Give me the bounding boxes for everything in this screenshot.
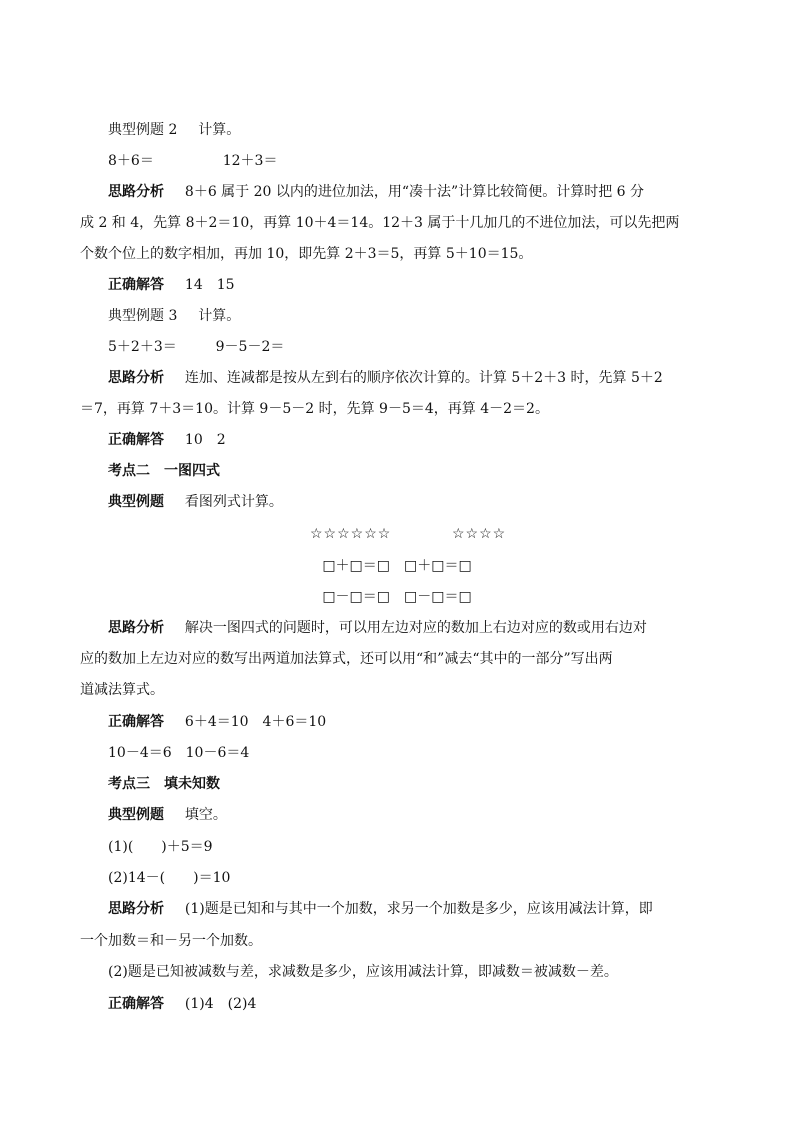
ex3-analysis-line-1	[108, 368, 688, 388]
kp2-task: 看图列式计算。	[184, 494, 283, 510]
kp2-answer-line-2: 10－4＝6 10－6＝4	[108, 745, 250, 761]
kp2-analysis-line-2: 应的数加上左边对应的数写出两道加法算式，还可以用“和”减去“其中的一部分”写出两	[80, 651, 613, 667]
kp3-answer-label: 正确解答	[108, 996, 164, 1012]
ex3-answer-text: 10 2	[184, 432, 226, 448]
kp3-analysis-line-1	[108, 899, 688, 919]
ex2-analysis-line-1	[108, 182, 688, 202]
kp2-subtraction-boxes: □－□＝□ □－□＝□	[322, 589, 472, 605]
ex3-q2: 9－5－2＝	[215, 339, 285, 355]
ex3-answer	[108, 430, 688, 450]
ex2-q1: 8＋6＝	[108, 153, 154, 169]
ex2-heading	[108, 120, 688, 140]
ex2-answer-label: 正确解答	[108, 277, 164, 293]
ex3-answer-label: 正确解答	[108, 432, 164, 448]
kp2-analysis-line-1	[108, 618, 688, 638]
ex2-title: 典型例题 2	[108, 122, 178, 138]
ex2-answer	[108, 275, 688, 295]
ex3-title: 典型例题 3	[108, 308, 178, 324]
kp3-answer	[108, 994, 688, 1014]
kp3-answer-text: (1)4 (2)4	[184, 996, 257, 1012]
ex2-analysis-text-1: 8＋6 属于 20 以内的进位加法，用“凑十法”计算比较简便。计算时把 6 分	[184, 184, 645, 200]
kp3-analysis-text-1: (1)题是已知和与其中一个加数，求另一个加数是多少，应该用减法计算，即	[184, 901, 653, 917]
ex3-analysis-text-1: 连加、连减都是按从左到右的顺序依次计算的。计算 5＋2＋3 时，先算 5＋2	[184, 370, 663, 386]
kp2-addition-boxes: □＋□＝□ □＋□＝□	[322, 558, 472, 574]
kp2-answer	[108, 712, 688, 732]
ex2-questions	[108, 151, 688, 171]
kp2-answer-label: 正确解答	[108, 714, 164, 730]
kp3-example	[108, 805, 688, 825]
kp2-example	[108, 492, 688, 512]
kp2-analysis-label: 思路分析	[108, 620, 164, 636]
kp2-answer-text-1: 6＋4＝10 4＋6＝10	[184, 714, 327, 730]
kp3-task: 填空。	[184, 807, 227, 823]
ex3-analysis-label: 思路分析	[108, 370, 164, 386]
ex3-questions	[108, 337, 688, 357]
kp3-analysis-line-3: (2)题是已知被减数与差，求减数是多少，应该用减法计算，即减数＝被减数－差。	[108, 964, 618, 980]
kp3-question-1: (1)( )＋5＝9	[108, 839, 213, 855]
kp2-title: 考点二 一图四式	[108, 463, 220, 479]
stars-left-group: ☆☆☆☆☆☆	[310, 526, 392, 542]
ex2-task: 计算。	[198, 122, 241, 138]
kp3-example-label: 典型例题	[108, 807, 164, 823]
kp2-analysis-text-1: 解决一图四式的问题时，可以用左边对应的数加上右边对应的数或用右边对	[184, 620, 647, 636]
ex3-q1: 5＋2＋3＝	[108, 339, 177, 355]
stars-right-group: ☆☆☆☆	[452, 526, 507, 542]
kp3-analysis-line-2: 一个加数＝和－另一个加数。	[80, 933, 262, 949]
ex3-heading	[108, 306, 688, 326]
kp2-analysis-line-3: 道减法算式。	[80, 682, 164, 698]
kp2-example-label: 典型例题	[108, 494, 164, 510]
ex2-analysis-line-2: 成 2 和 4，先算 8＋2＝10，再算 10＋4＝14。12＋3 属于十几加几的不进位加法，可以先把两	[80, 215, 680, 231]
ex3-analysis-line-2: ＝7，再算 7＋3＝10。计算 9－5－2 时，先算 9－5＝4，再算 4－2＝2。	[80, 401, 549, 417]
kp3-question-2: (2)14－( )＝10	[108, 870, 231, 886]
ex2-analysis-line-3: 个数个位上的数字相加，再加 10，即先算 2＋3＝5，再算 5＋10＝15。	[80, 246, 533, 262]
kp3-analysis-label: 思路分析	[108, 901, 164, 917]
ex2-answer-text: 14 15	[184, 277, 235, 293]
kp3-title: 考点三 填未知数	[108, 776, 220, 792]
ex2-q2: 12＋3＝	[222, 153, 278, 169]
ex3-task: 计算。	[198, 308, 241, 324]
ex2-analysis-label: 思路分析	[108, 184, 164, 200]
